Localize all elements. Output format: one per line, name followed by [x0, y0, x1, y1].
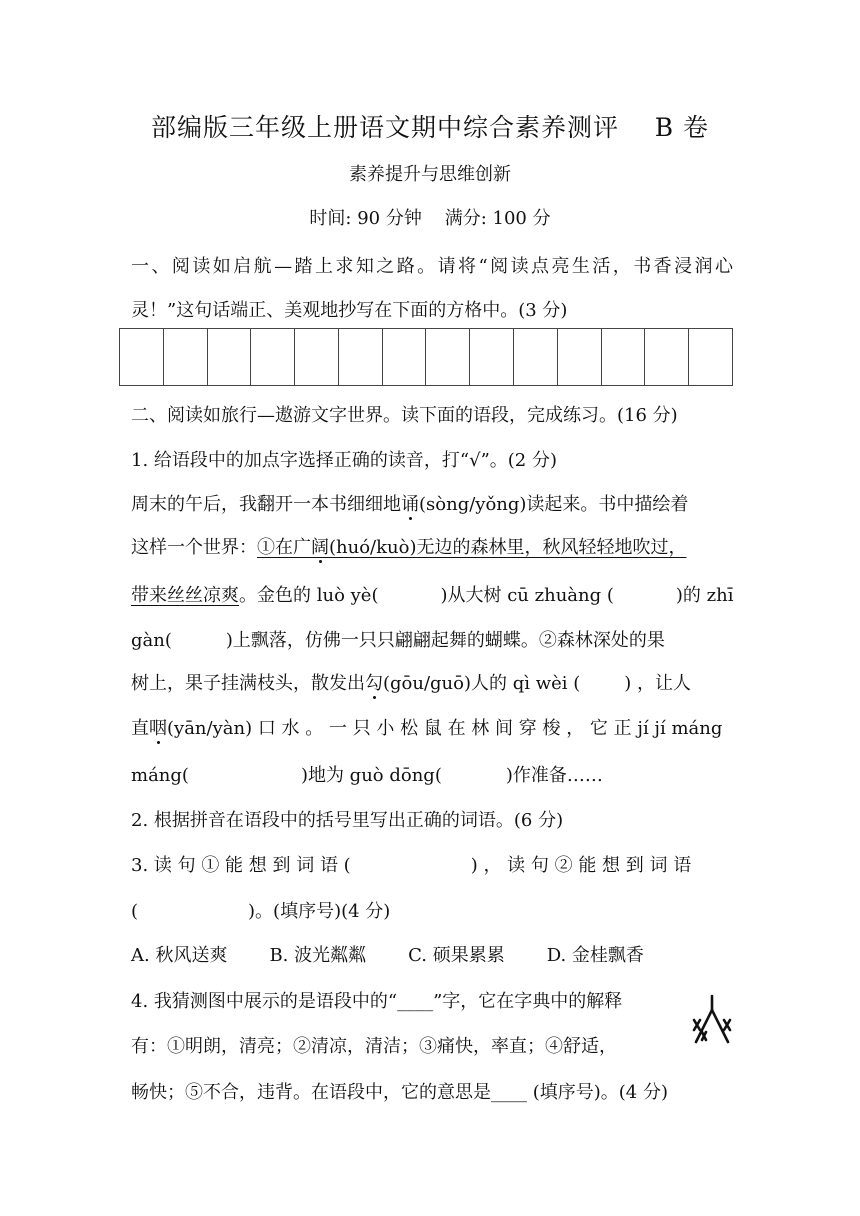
- passage-line-5: [131, 669, 733, 695]
- passage-text: 。金色的 luò yè(: [239, 585, 379, 606]
- grid-cell[interactable]: [602, 329, 646, 385]
- dotted-char: 阔: [311, 537, 329, 558]
- passage-text: )作准备……: [505, 765, 603, 786]
- passage-text: 直: [131, 718, 149, 739]
- passage-text: gàn(: [131, 630, 172, 651]
- passage-line-7: [131, 761, 733, 787]
- question-4-line1: 4. 我猜测图中展示的是语段中的“____”字，它在字典中的解释: [131, 991, 623, 1012]
- passage-text: (gōu/guō)人的 qì wèi (: [383, 673, 581, 694]
- question-text: )。(填序号)(4 分): [248, 901, 391, 922]
- passage-text: )上飘落，仿佛一只只翩翩起舞的蝴蝶。②森林深处的果: [225, 630, 665, 651]
- underlined-sentence-1: [257, 537, 686, 558]
- question-1: 1. 给语段中的加点字选择正确的读音，打“√”。(2 分): [131, 450, 557, 471]
- passage-text: 树上，果子挂满枝头，散发出: [131, 673, 365, 694]
- passage-line-1: [131, 490, 733, 516]
- passage-text: )地为 guò dōng(: [300, 765, 442, 786]
- passage-text: (sòng/yǒng)读起来。书中描绘着: [419, 494, 689, 515]
- underlined-text: (huó/kuò)无边的森林里，秋风轻轻地吹过，: [329, 537, 687, 558]
- grid-cell[interactable]: [295, 329, 339, 385]
- grid-cell[interactable]: [383, 329, 427, 385]
- page-title: 部编版三年级上册语文期中综合素养测评 B 卷: [150, 113, 710, 142]
- grid-cell[interactable]: [120, 329, 164, 385]
- question-2: 2. 根据拼音在语段中的括号里写出正确的词语。(6 分): [131, 810, 564, 831]
- question-3-line2: [131, 897, 733, 923]
- question-3-line1: [131, 851, 733, 877]
- option-d: D. 金桂飘香: [546, 945, 644, 966]
- section1-line1: 一、阅读如启航—踏上求知之路。请将“阅读点亮生活，书香浸润心: [131, 256, 733, 277]
- dotted-char: 勾: [365, 673, 383, 694]
- passage-text: máng(: [131, 765, 189, 786]
- grid-cell[interactable]: [164, 329, 208, 385]
- option-b: B. 波光粼粼: [269, 945, 367, 966]
- grid-cell[interactable]: [514, 329, 558, 385]
- option-c: C. 硕果累累: [408, 945, 505, 966]
- grid-cell[interactable]: [426, 329, 470, 385]
- passage-text: 这样一个世界：: [131, 537, 257, 558]
- grid-cell[interactable]: [470, 329, 514, 385]
- options-row: [131, 941, 733, 967]
- question-4-line2: 有：①明朗，清亮；②清凉，清洁；③痛快，率直；④舒适，: [131, 1036, 617, 1057]
- grid-cell[interactable]: [689, 329, 732, 385]
- passage-line-6: [131, 714, 733, 740]
- passage-text: )的 zhī: [675, 585, 734, 606]
- underlined-text: 带来丝丝凉爽: [131, 585, 239, 606]
- question-4-line3: 畅快；⑤不合，违背。在语段中，它的意思是____ (填序号)。(4 分): [131, 1082, 668, 1103]
- passage-text: 周末的午后，我翻开一本书细细地: [131, 494, 401, 515]
- grid-cell[interactable]: [339, 329, 383, 385]
- passage-line-3: [131, 581, 733, 607]
- page-subtitle: 素养提升与思维创新: [349, 164, 511, 185]
- passage-text: (yān/yàn) 口 水 。 一 只 小 松 鼠 在 林 间 穿 梭 ， 它 正 jí jí máng: [167, 718, 723, 739]
- question-text: ) ， 读 句 ② 能 想 到 词 语: [470, 855, 692, 876]
- dotted-char: 咽: [149, 718, 167, 739]
- passage-line-4: [131, 626, 733, 652]
- time-and-score: 时间: 90 分钟 满分: 100 分: [309, 208, 551, 229]
- grid-cell[interactable]: [208, 329, 252, 385]
- passage-text: ) ，让人: [624, 673, 692, 694]
- grid-cell[interactable]: [558, 329, 602, 385]
- grid-cell[interactable]: [645, 329, 689, 385]
- grid-cell[interactable]: [251, 329, 295, 385]
- option-a: A. 秋风送爽: [131, 945, 228, 966]
- copy-grid: [119, 328, 733, 386]
- section2-heading: 二、阅读如旅行—遨游文字世界。读下面的语段，完成练习。(16 分): [131, 405, 678, 426]
- section1-line2: 灵！”这句话端正、美观地抄写在下面的方格中。(3 分): [131, 300, 568, 321]
- question-text: 3. 读 句 ① 能 想 到 词 语 (: [131, 855, 351, 876]
- ancient-character-image: [690, 992, 734, 1048]
- passage-text: )从大树 cū zhuàng (: [440, 585, 614, 606]
- underlined-text: ①在广: [257, 537, 311, 558]
- passage-line-2: [131, 533, 733, 559]
- dotted-char: 诵: [401, 494, 419, 515]
- question-text: (: [131, 901, 139, 922]
